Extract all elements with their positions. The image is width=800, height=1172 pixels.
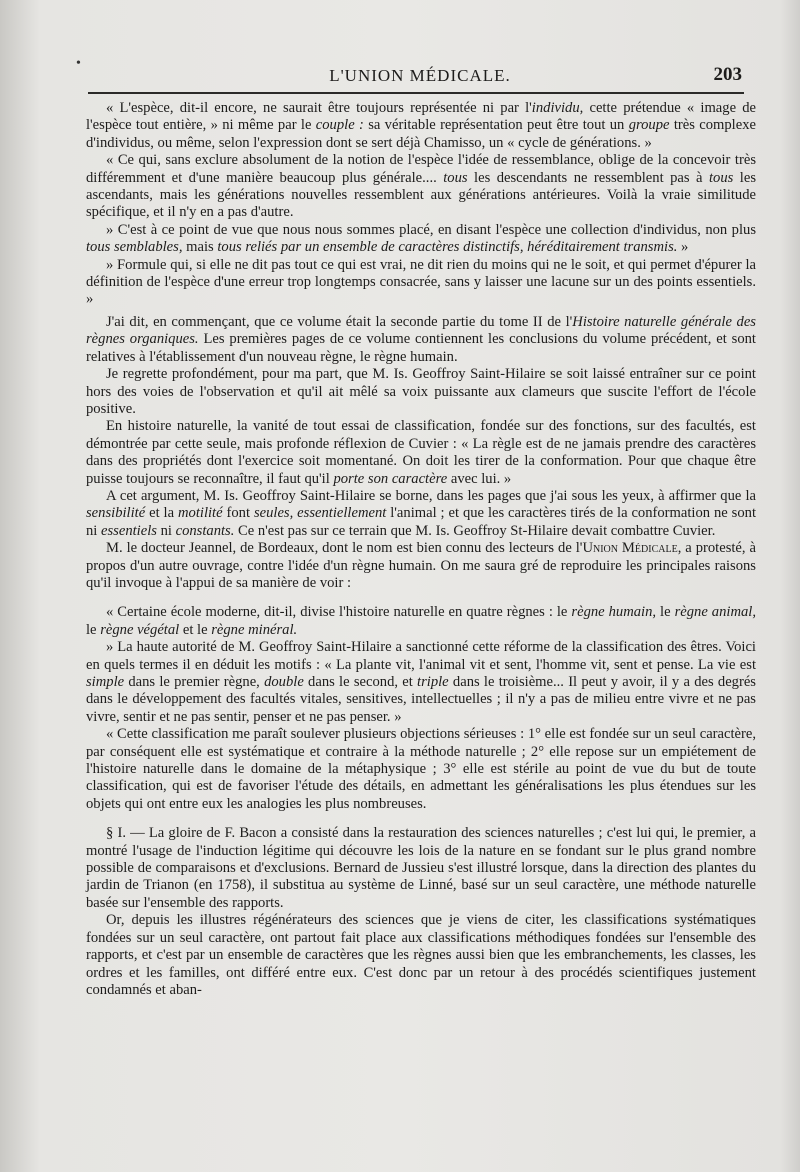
text-run: l'animal ; et que les caractères tirés de la conformation ne sont ni — [86, 505, 757, 539]
paragraph — [86, 314, 756, 366]
page-number: 203 — [713, 64, 742, 85]
text-run: cette prétendue « image de l'espèce tout entière, » ni même par le — [86, 100, 757, 134]
blockquote-paragraph — [86, 639, 756, 726]
text-run: et le — [179, 621, 212, 638]
text-run: le — [86, 621, 101, 638]
text-run: et la — [145, 505, 178, 522]
text-run: » — [677, 239, 689, 256]
paragraph — [86, 100, 756, 152]
italic-run: double — [264, 674, 304, 690]
italic-run: couple : — [315, 117, 364, 134]
body-text — [86, 100, 756, 999]
italic-run: tous — [708, 169, 734, 186]
text-run: avec lui. » — [447, 470, 512, 487]
header-rule — [88, 92, 744, 94]
paragraph — [86, 488, 756, 540]
text-run: dans le premier règne, — [124, 674, 265, 690]
text-run: » La haute autorité de M. Geoffroy Saint-Hilaire a sanctionné cette réforme de la classification des êtres. Voici en quels termes il en déduit les motifs : « La plante vit, l'animal vit et sent, l'homme vit, sent et pense. La vie est — [86, 639, 756, 673]
small-caps-run: Union Médicale — [582, 540, 678, 557]
text-run: En histoire naturelle, la vanité de tout essai de classification, fondée sur des fonctions, sur des facultés, est démontrée par cette seule, mais profonde réflexion de Cuvier : « La règle est de ne jamais prendre des caractères dans des propriétés dont l'exercice soit momentané. On doit les tirer de la conformation. Pour que chaque être puisse toujours se reconnaître, il faut qu'il — [86, 418, 756, 487]
italic-run: règne végétal — [100, 621, 180, 638]
paragraph — [86, 912, 756, 999]
italic-run: motilité — [178, 505, 223, 522]
italic-run: seules, essentiellement — [253, 505, 387, 522]
page-header — [88, 62, 752, 92]
italic-run: groupe — [628, 117, 670, 134]
paragraph — [86, 418, 756, 488]
italic-run: porte son caractère — [333, 470, 448, 487]
text-run: très complexe d'individus, ou même, selon l'expression dont se sert déjà Chamisso, un « cycle de générations. » — [86, 117, 756, 151]
text-run: Or, depuis les illustres régénérateurs des sciences que je viens de citer, les classifications systématiques fondées sur un seul caractère, ont partout fait place aux classifications méthodiques fondées sur l'ensemble des rapports, et c'est par un ensemble de caractères que les règnes aussi bien que les embranchements, les classes, les ordres et les familles, ont différé entre eux. C'est donc par un retour à des procédés scientifiques justement condamnés et aban- — [86, 912, 756, 998]
paragraph — [86, 825, 756, 912]
text-run: Je regrette profondément, pour ma part, que M. Is. Geoffroy Saint-Hilaire se soit laissé entraîner sur ce point hors des voies de l'observation et qu'il ait mêlé sa voix puissante aux clameurs que suscite l'effort de l'école positive. — [86, 366, 756, 417]
text-run: « Cette classification me paraît soulever plusieurs objections sérieuses : 1° elle est fondée sur un seul caractère, par conséquent elle est systématique et contraire à la méthode naturelle ; 2° elle repose sur un empiétement de l'histoire naturelle dans le domaine de la métaphysique ; 3° elle est stérile au point de vue du but de toute classification, qui est de favoriser l'étude des détails, en admettant les généralisations les plus étendues sur les objets qui ont entre eux les analogies les plus nombreuses. — [86, 726, 756, 812]
text-run: font — [222, 505, 254, 522]
paragraph — [86, 222, 756, 257]
text-run: Ce n'est pas sur ce terrain que M. Is. Geoffroy St-Hilaire devait combattre Cuvier. — [234, 522, 716, 539]
text-run: le — [656, 604, 675, 621]
text-run: « L'espèce, dit-il encore, ne saurait être toujours représentée ni par l' — [106, 100, 532, 116]
text-run: mais — [182, 239, 218, 256]
print-speck: • — [76, 56, 81, 71]
text-run: ni — [156, 522, 176, 539]
paragraph — [86, 366, 756, 418]
italic-run: individu, — [531, 100, 584, 116]
italic-run: simple — [86, 674, 125, 690]
text-run: les ascendants, mais les générations nouvelles ressemblent aux générations antérieures. Voilà la vraie similitude spécifique, et il n'y en a pas d'autre. — [86, 169, 756, 221]
italic-run: essentiels — [101, 522, 157, 539]
italic-run: règne minéral. — [211, 621, 298, 638]
text-run: , a protesté, à propos d'un autre ouvrage, contre l'idée d'un règne humain. On me saura gré de reproduire les principales raisons qu'il invoque à l'appui de sa manière de voir : — [86, 540, 756, 591]
blockquote-paragraph — [86, 726, 756, 813]
text-run: A cet argument, M. Is. Geoffroy Saint-Hilaire se borne, dans les pages que j'ai sous les yeux, à affirmer que la — [106, 487, 756, 504]
paragraph — [86, 152, 756, 222]
italic-run: triple — [417, 674, 449, 690]
italic-run: tous semblables, — [86, 239, 183, 256]
paragraph — [86, 540, 756, 592]
text-run: » C'est à ce point de vue que nous nous sommes placé, en disant l'espèce une collection d'individus, non plus — [106, 221, 756, 238]
text-run: § I. — La gloire de F. Bacon a consisté dans la restauration des sciences naturelles ; c'est lui qui, le premier, a montré l'usage de l'induction légitime qui découvre les lois de la nature en se fondant sur le plus grand nombre possible de comparaisons et d'exclusions. Bernard de Jussieu s'est illustré lorsque, dans la direction des plantes du jardin de Trianon (en 1758), il substitua au système de Linné, basé sur un seul caractère, une méthode naturelle basée sur l'ensemble des rapports. — [86, 825, 756, 911]
italic-run: constants. — [175, 522, 235, 539]
text-run: M. le docteur Jeannel, de Bordeaux, dont le nom est bien connu des lecteurs de l' — [106, 540, 583, 557]
italic-run: règne humain, — [571, 604, 657, 621]
italic-run: règne animal, — [674, 604, 756, 621]
italic-run: tous reliés par un ensemble de caractères distinctifs, héréditairement transmis. — [217, 239, 678, 256]
blockquote-paragraph — [86, 604, 756, 639]
text-run: les descendants ne ressemblent pas à — [467, 169, 709, 186]
text-run: « Ce qui, sans exclure absolument de la notion de l'espèce l'idée de ressemblance, oblige de la concevoir très différemment et d'une manière beaucoup plus générale.... — [86, 152, 756, 186]
text-run: sa véritable représentation peut être tout un — [363, 117, 629, 134]
italic-run: tous — [443, 169, 468, 186]
text-run: « Certaine école moderne, dit-il, divise l'histoire naturelle en quatre règnes : le — [106, 604, 572, 621]
text-run: J'ai dit, en commençant, que ce volume était la seconde partie du tome II de l' — [106, 313, 573, 330]
italic-run: sensibilité — [86, 505, 146, 522]
text-run: Les premières pages de ce volume contiennent les conclusions du volume précédent, et sont relatives à l'établissement d'un nouveau règne, le règne humain. — [86, 331, 756, 365]
text-run: » Formule qui, si elle ne dit pas tout ce qui est vrai, ne dit rien du moins qui ne le soit, et qui permet d'épurer la définition de l'espèce d'une erreur trop longtemps consacrée, sans y laisser une lacune sur un des points essentiels. » — [86, 256, 756, 308]
text-run: dans le troisième... Il peut y avoir, il y a des degrés dans le développement des facultés vitales, sensitives, intellectuelles ; il n'y a pas de milieu entre vivre et ne pas vivre, sentir et ne pas sentir, penser et ne pas penser. » — [86, 674, 756, 725]
text-run: dans le second, et — [303, 674, 418, 690]
paragraph — [86, 257, 756, 309]
running-title: L'UNION MÉDICALE. — [329, 66, 511, 85]
italic-run: Histoire naturelle générale des règnes organiques. — [86, 313, 756, 348]
